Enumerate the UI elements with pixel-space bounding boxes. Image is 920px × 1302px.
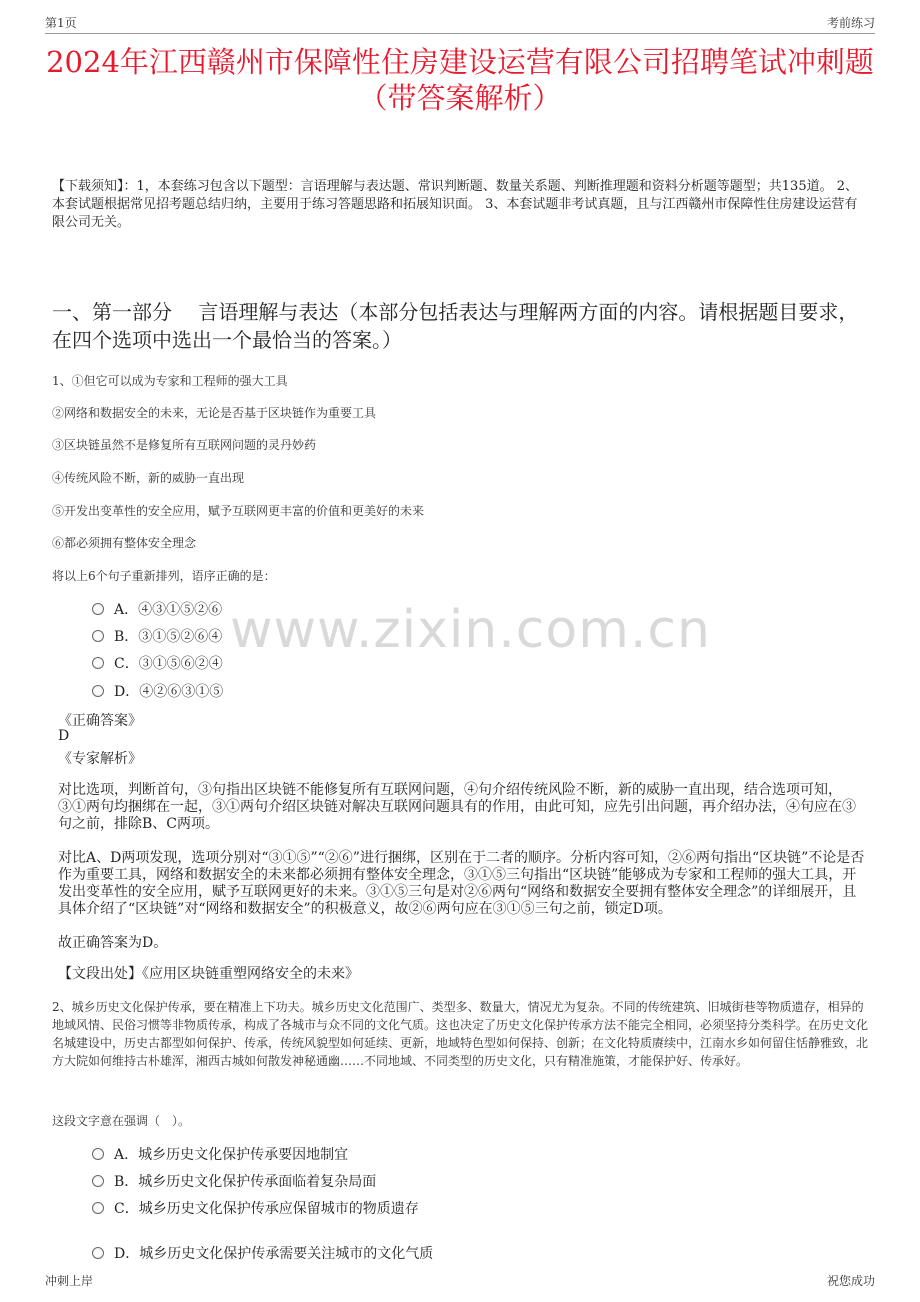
q1-prompt: 将以上6个句子重新排列，语序正确的是： (52, 569, 276, 583)
q1-sentence-1: 1、①但它可以成为专家和工程师的强大工具 (52, 374, 288, 388)
q1-sentence-6: ⑥都必须拥有整体安全理念 (52, 536, 197, 550)
analysis-paragraph-2: 对比A、D两项发现，选项分别对“③①⑤”“②⑥”进行捆绑，区别在于二者的顺序。分析内容可知，②⑥两句指出“区块链”不论是否作为重要工具，网络和数据安全的未来都必须拥有整体安全理念，③①⑤三句指出“区块链”能够成为专家和工程师的强大工具，开发出变革性的安全应用，赋予互联网更好的未来。③①⑤三句是对②⑥两句“网络和数据安全要拥有整体安全理念”的详细展开，且具体介绍了“区块链”对“网络和数据安全”的积极意义，故②⑥两句应在③①⑤三句之前，锁定D项。 (58, 850, 865, 917)
q2-option-b[interactable]: B．城乡历史文化保护传承面临着复杂局面 (92, 1171, 376, 1191)
answer-value: D (58, 728, 70, 744)
page-header (45, 14, 875, 32)
answer-label: 《正确答案》 (58, 713, 142, 729)
radio-icon[interactable] (92, 1202, 104, 1214)
q2-option-c[interactable]: C．城乡历史文化保护传承应保留城市的物质遗存 (92, 1198, 419, 1218)
header-divider (45, 33, 875, 34)
section-heading: 一、第一部分 言语理解与表达（本部分包括表达与理解两方面的内容。请根据题目要求，在四个选项中选出一个最恰当的答案。） (52, 300, 859, 352)
footer-left-text: 冲刺上岸 (45, 1274, 94, 1288)
radio-icon[interactable] (92, 1175, 104, 1187)
radio-icon[interactable] (92, 1247, 104, 1259)
q1-sentence-4: ④传统风险不断，新的威胁一直出现 (52, 471, 245, 485)
q2-option-a[interactable]: A．城乡历史文化保护传承要因地制宜 (92, 1144, 348, 1164)
q1-sentence-5: ⑤开发出变革性的安全应用，赋予互联网更丰富的价值和更美好的未来 (52, 504, 425, 518)
page-number: 第1页 (45, 16, 77, 30)
q2-text: 2、城乡历史文化保护传承，要在精准上下功夫。城乡历史文化范围广、类型多、数量大，情况尤为复杂。不同的传统建筑、旧城街巷等物质遗存，相异的地域风情、民俗习惯等非物质传承，构成了各城市与众不同的文化气质。这也决定了历史文化保护传承方法不能完全相同，必须坚持分类科学。在历史文化名城建设中，历史古都型如何保护、传承，传统风貌型如何延续、更新，地域特色型如何保持、创新；在文化特质赓续中，江南水乡如何留住恬静雅致，北方大院如何维持古朴雄浑，湘西古城如何散发神秘通幽……不同地域、不同类型的历史文化，只有精准施策，才能保护好、传承好。 (52, 1000, 869, 1068)
analysis-label: 《专家解析》 (58, 751, 142, 767)
radio-icon[interactable] (92, 657, 104, 669)
q2-option-d[interactable]: D．城乡历史文化保护传承需要关注城市的文化气质 (92, 1243, 433, 1263)
radio-icon[interactable] (92, 1148, 104, 1160)
radio-icon[interactable] (92, 603, 104, 615)
q1-option-d[interactable]: D．④②⑥③①⑤ (92, 681, 223, 701)
q2-prompt: 这段文字意在强调（ ）。 (52, 1114, 191, 1128)
q1-option-a[interactable]: A．④③①⑤②⑥ (92, 599, 222, 619)
q1-option-b[interactable]: B．③①⑤②⑥④ (92, 626, 222, 646)
q1-sentence-2: ②网络和数据安全的未来，无论是否基于区块链作为重要工具 (52, 406, 377, 420)
radio-icon[interactable] (92, 630, 104, 642)
radio-icon[interactable] (92, 685, 104, 697)
q1-option-c[interactable]: C．③①⑤⑥②④ (92, 653, 223, 673)
footer-right-text: 祝您成功 (826, 1274, 875, 1288)
q1-sentence-3: ③区块链虽然不是修复所有互联网问题的灵丹妙药 (52, 438, 317, 452)
watermark: www.zixin.com.cn (230, 600, 711, 660)
header-right-text: 考前练习 (826, 16, 875, 30)
analysis-paragraph-3: 故正确答案为D。 (58, 935, 168, 951)
download-notice: 【下载须知】：1，本套练习包含以下题型：言语理解与表达题、常识判断题、数量关系题、判断推理题和资料分析题等题型；共135道。 2、本套试题根据常见招考题总结归纳，主要用于练习答题思路和拓展知识面。 3、本套试题非考试真题，且与江西赣州市保障性住房建设运营有限公司无关。 (52, 179, 858, 230)
source-citation: 【文段出处】《应用区块链重塑网络安全的未来》 (58, 966, 359, 982)
document-title: 2024年江西赣州市保障性住房建设运营有限公司招聘笔试冲刺题（带答案解析） (46, 45, 874, 115)
analysis-paragraph-1: 对比选项，判断首句，③句指出区块链不能修复所有互联网问题，④句介绍传统风险不断，新的威胁一直出现，结合选项可知，③①两句均捆绑在一起，③①两句介绍区块链对解决互联网问题具有的作用，由此可知，应先引出问题，再介绍办法，④句应在③句之前，排除B、C两项。 (58, 782, 856, 832)
